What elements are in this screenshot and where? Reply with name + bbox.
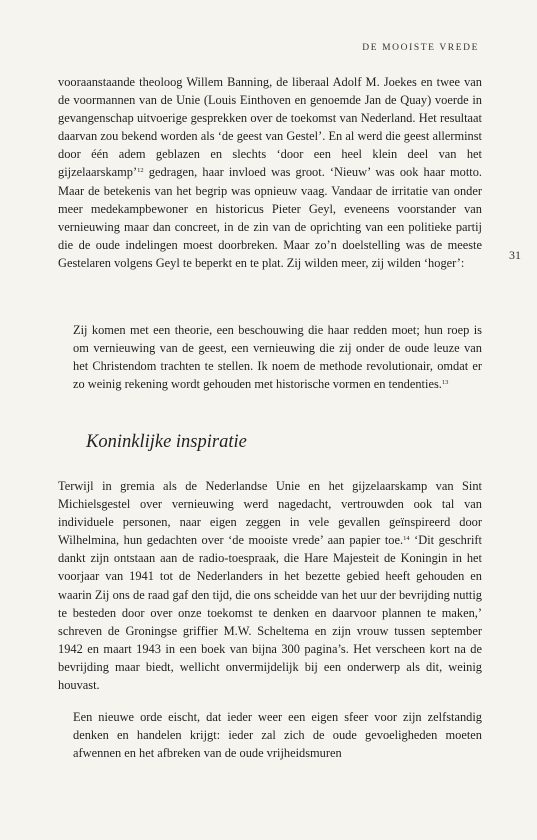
quote-1-text: Zij komen met een theorie, een beschouwing die haar redden moet; hun roep is om vernieuwing van de geest, een vernieuwing die zij onder de oude leuze van het Christendom trachten te stellen. Ik noem de methode revolutionair, omdat er zo weinig rekening wordt gehouden met historische vormen en tendenties.	[73, 323, 482, 392]
paragraph-2-continuation: ‘Dit geschrift dankt zijn ontstaan aan de radio-toespraak, die Hare Majesteit de Koningin in het voorjaar van 1941 tot de Nederlanders in het bezette gebied heeft gehouden en waarin Zij ons de raad gaf den tijd, die ons scheidde van het uur der bevrijding nuttig te besteden door over onze toekomst te denken en daarvoor plannen te maken,’ schreven de Groningse griffier M.W. Scheltema en zijn vrouw tussen september 1942 en maart 1943 in een boek van bijna 300 pagina’s. Het verscheen kort na de bevrijding maar biedt, wellicht onvermijdelijk bij een onderwerp als dit, weinig houvast.	[58, 533, 482, 693]
block-quote-2	[73, 708, 482, 762]
paragraph-1-continuation: gedragen, haar invloed was groot. ‘Nieuw’ was ook haar motto. Maar de betekenis van het begrip was opnieuw vaag. Vandaar de irritatie van onder meer medekampbewoner en historicus Pieter Geyl, eveneens voorstander van vernieuwing maar dan concreet, in de zin van de oprichting van een politieke partij die de oude indelingen moest doorbreken. Maar zo’n doelstelling was de meeste Gestelaren volgens Geyl te beperkt en te plat. Zij wilden meer, zij wilden ‘hoger’:	[58, 165, 482, 270]
body-paragraph-2	[58, 477, 482, 694]
footnote-ref-14: 14	[403, 535, 410, 543]
footnote-ref-12: 12	[137, 167, 144, 175]
paragraph-2-text: Terwijl in gremia als de Nederlandse Unie en het gijzelaarskamp van Sint Michielsgestel over vernieuwing werd nagedacht, vertrouwden ook tal van individuele personen, naar eigen zeggen in vele gevallen geïnspireerd door Wilhelmina, hun gedachten over ‘de mooiste vrede’ aan papier toe.	[58, 479, 482, 548]
body-paragraph-1	[58, 73, 482, 272]
running-head: DE MOOISTE VREDE	[362, 43, 479, 53]
page-number: 31	[509, 248, 521, 262]
quote-2-text: Een nieuwe orde eischt, dat ieder weer een eigen sfeer voor zijn zelfstandig denken en handelen krijgt: ieder zal zich de oude gevoeligheden moeten afwennen en het afbreken van de oude vrijheidsmuren	[73, 710, 482, 761]
paragraph-1-text: vooraanstaande theoloog Willem Banning, de liberaal Adolf M. Joekes en twee van de voormannen van de Unie (Louis Einthoven en genoemde Jan de Quay) voerde in gevangenschap uitvoerige gesprekken over de toekomst van Nederland. Het resultaat daarvan zou bekend worden als ‘de geest van Gestel’. En al werd die geest allerminst door één adem geblazen en slechts ‘door een heel klein deel van het gijzelaarskamp’	[58, 75, 482, 180]
section-heading: Koninklijke inspiratie	[86, 432, 247, 452]
footnote-ref-13: 13	[441, 379, 449, 387]
block-quote-1	[73, 321, 482, 393]
